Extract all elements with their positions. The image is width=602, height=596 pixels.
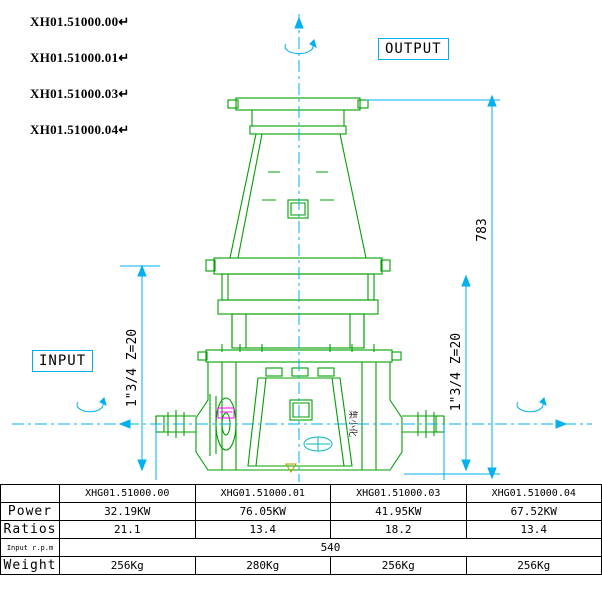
row-label-power: Power bbox=[1, 503, 60, 521]
table-row bbox=[1, 521, 602, 539]
cyan-detail-marks bbox=[304, 437, 332, 451]
table-header-row bbox=[1, 485, 602, 503]
power-3: 67.52KW bbox=[466, 503, 602, 521]
table-row bbox=[1, 557, 602, 575]
part-number-2: XH01.51000.03↵ bbox=[30, 86, 130, 101]
svg-text:集小化: 集小化 bbox=[347, 410, 357, 438]
gearbox-outline bbox=[156, 98, 444, 470]
row-label-weight: Weight bbox=[1, 557, 60, 575]
power-2: 41.95KW bbox=[331, 503, 467, 521]
ratio-3: 13.4 bbox=[466, 521, 602, 539]
weight-1: 280Kg bbox=[195, 557, 331, 575]
table-row bbox=[1, 503, 602, 521]
header-model-0: XHG01.51000.00 bbox=[60, 485, 196, 503]
output-label: OUTPUT bbox=[378, 38, 449, 60]
weight-2: 256Kg bbox=[331, 557, 467, 575]
dimension-lines bbox=[12, 14, 592, 482]
dim-spline-left: 1"3/4 Z=20 bbox=[125, 328, 140, 408]
dim-spline-right: 1"3/4 Z=20 bbox=[449, 332, 464, 412]
row-label-input-rpm: Input r.p.m bbox=[1, 539, 60, 557]
ratio-1: 13.4 bbox=[195, 521, 331, 539]
ratio-0: 21.1 bbox=[60, 521, 196, 539]
input-label: INPUT bbox=[32, 350, 93, 372]
yellow-detail-marks bbox=[286, 464, 296, 472]
ratio-2: 18.2 bbox=[331, 521, 467, 539]
header-model-2: XHG01.51000.03 bbox=[331, 485, 467, 503]
spec-table bbox=[0, 484, 602, 575]
part-number-1: XH01.51000.01↵ bbox=[30, 50, 130, 65]
weight-0: 256Kg bbox=[60, 557, 196, 575]
table-row bbox=[1, 539, 602, 557]
power-0: 32.19KW bbox=[60, 503, 196, 521]
header-model-1: XHG01.51000.01 bbox=[195, 485, 331, 503]
dim-height-right: 783 bbox=[475, 218, 490, 242]
part-number-0: XH01.51000.00↵ bbox=[30, 14, 130, 29]
weight-3: 256Kg bbox=[466, 557, 602, 575]
part-number-3: XH01.51000.04↵ bbox=[30, 122, 130, 137]
input-rpm-value: 540 bbox=[60, 539, 602, 557]
header-model-3: XHG01.51000.04 bbox=[466, 485, 602, 503]
power-1: 76.05KW bbox=[195, 503, 331, 521]
dimension-texts bbox=[125, 218, 490, 411]
header-blank bbox=[1, 485, 60, 503]
row-label-ratios: Ratios bbox=[1, 521, 60, 539]
